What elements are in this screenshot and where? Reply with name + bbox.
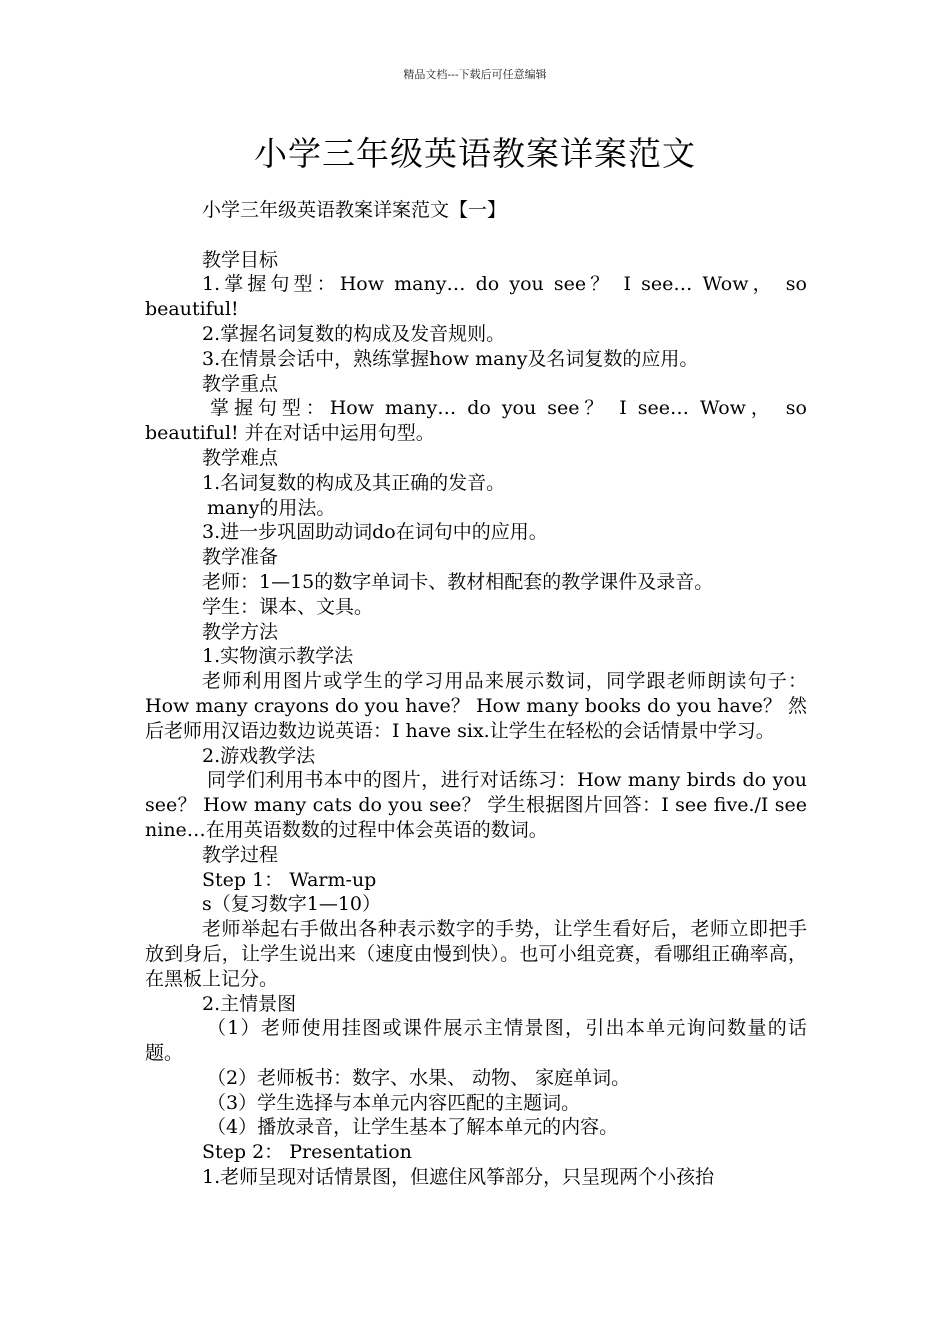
paragraph: 2.游戏教学法 xyxy=(202,744,316,767)
paragraph: 老师：1—15的数字单词卡、教材相配套的教学课件及录音。 xyxy=(202,570,714,593)
paragraph: 2.主情景图 xyxy=(202,992,297,1015)
paragraph: 1.掌握句型：How many… do you see？ I see… Wow， so beautiful! xyxy=(145,273,807,321)
section-subtitle: 小学三年级英语教案详案范文【一】 xyxy=(202,199,507,221)
paragraph: （1）老师使用挂图或课件展示主情景图，引出本单元询问数量的话题。 xyxy=(145,1017,807,1065)
paragraph: （3）学生选择与本单元内容匹配的主题词。 xyxy=(207,1091,581,1114)
paragraph: 老师举起右手做出各种表示数字的手势，让学生看好后，老师立即把手放到身后，让学生说出来（速度由慢到快）。也可小组竞赛，看哪组正确率高，在黑板上记分。 xyxy=(145,918,807,990)
heading-preparation: 教学准备 xyxy=(202,546,279,569)
heading-methods: 教学方法 xyxy=(202,620,279,643)
paragraph: 1.名词复数的构成及其正确的发音。 xyxy=(202,471,506,494)
heading-process: 教学过程 xyxy=(202,843,279,866)
heading-key-points: 教学重点 xyxy=(202,372,279,395)
paragraph: 学生：课本、文具。 xyxy=(202,595,374,618)
paragraph: 老师利用图片或学生的学习用品来展示数词，同学跟老师朗读句子：How many crayons do you have？ How many books do you have？ 然后老师用汉语边数边说英语：I have six.让学生在轻松的会话情景中学习。 xyxy=(145,670,807,742)
paragraph: 掌握句型：How many… do you see？ I see… Wow， so beautiful! 并在对话中运用句型。 xyxy=(145,397,807,445)
document-body xyxy=(145,198,807,1190)
paragraph: 1.老师呈现对话情景图，但遮住风筝部分，只呈现两个小孩抬 xyxy=(202,1166,715,1189)
document-title: 小学三年级英语教案详案范文 xyxy=(254,134,696,173)
paragraph: many的用法。 xyxy=(207,496,336,519)
paragraph: 2.掌握名词复数的构成及发音规则。 xyxy=(202,322,506,345)
paragraph: （4）播放录音，让学生基本了解本单元的内容。 xyxy=(207,1116,619,1139)
paragraph: Step 2： Presentation xyxy=(202,1141,412,1164)
paragraph: 3.进一步巩固助动词do在词句中的应用。 xyxy=(202,521,548,544)
page-header: 精品文档---下载后可任意编辑 xyxy=(403,68,547,81)
heading-objectives: 教学目标 xyxy=(202,248,279,271)
paragraph: s（复习数字1—10） xyxy=(202,893,382,916)
paragraph: 1.实物演示教学法 xyxy=(202,645,354,668)
paragraph: （2）老师板书：数字、水果、 动物、 家庭单词。 xyxy=(207,1066,631,1089)
paragraph: Step 1： Warm-up xyxy=(202,868,377,891)
paragraph: 3.在情景会话中，熟练掌握how many及名词复数的应用。 xyxy=(202,347,699,370)
paragraph: 同学们利用书本中的图片，进行对话练习：How many birds do you see？ How many cats do you see？ 学生根据图片回答：I see five./I see nine…在用英语数数的过程中体会英语的数词。 xyxy=(145,769,807,841)
heading-difficulties: 教学难点 xyxy=(202,446,279,469)
